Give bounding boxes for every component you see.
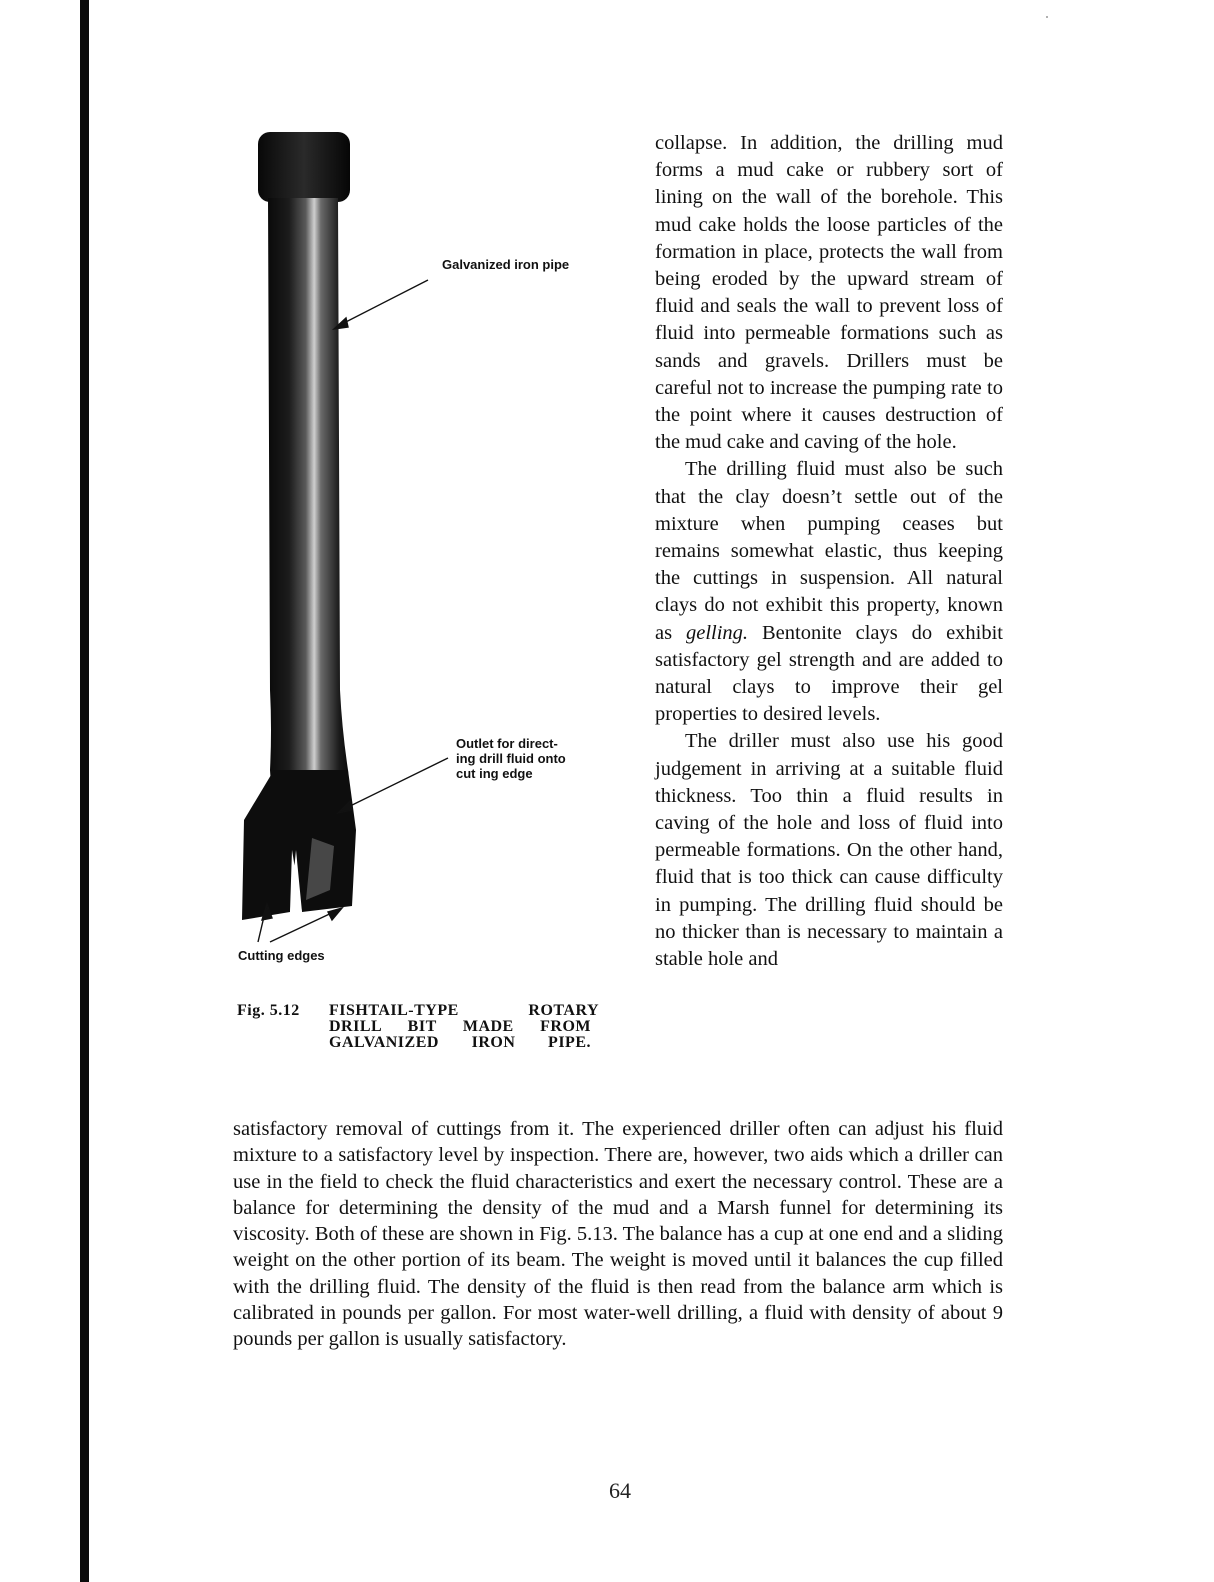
caption-line: FISHTAIL-TYPE ROTARY [329, 1002, 599, 1019]
caption-line: DRILL BIT MADE FROM [329, 1018, 591, 1035]
pipe-coupling [258, 132, 350, 202]
scan-binding-edge [80, 0, 89, 1582]
figure-number: Fig. 5.12 [237, 1002, 300, 1019]
caption-line: GALVANIZED IRON PIPE. [329, 1034, 591, 1051]
paragraph: The driller must also use his good judgement in arriving at a suitable fluid thickness. Too thin a fluid results in caving of the hole and loss of fluid into permeable formations. On the other hand, fluid that is too thick can cause difficulty in pumping. The drilling fluid should be no thicker than is necessary to maintain a stable hole and [655, 730, 1003, 971]
label-outlet-line: cut ing edge [456, 766, 533, 781]
figure-fishtail-bit [230, 130, 630, 990]
right-text-column [655, 130, 1003, 973]
page-number: 64 [609, 1478, 631, 1503]
paragraph: collapse. In addition, the drilling mud forms a mud cake or rubbery sort of lining on the wall of the borehole. This mud cake holds the loose particles of the formation in place, protects the wall from being eroded by the upward stream of fluid and seals the wall to prevent loss of fluid into permeable formations such as sands and gravels. Drillers must be careful not to increase the pumping rate to the point where it causes destruction of the mud cake and caving of the hole. [655, 132, 1003, 454]
paragraph-text: The drilling fluid must also be such that the clay doesn’t settle out of the mixture when pumping ceases but remains somewhat elastic, thus keeping the cuttings in suspension. All natural clays do not exhibit this property, known as [655, 458, 1003, 644]
term-gelling: gelling. [686, 621, 749, 644]
label-outlet-line: ing drill fluid onto [456, 751, 566, 766]
drill-bit-illustration [230, 130, 630, 990]
full-width-text: satisfactory removal of cuttings from it. The experienced driller often can adjust his fluid mixture to a satisfactory level by inspection. There are, however, two aids which a driller can use in the field to check the fluid characteristics and exert the necessary control. These are a balance for determining the density of the mud and a Marsh funnel for determining its viscosity. Both of these are shown in Fig. 5.13. The balance has a cup at one end and a sliding weight on the other portion of its beam. The weight is moved until it balances the cup filled with the drilling fluid. The density of the fluid is then read from the balance arm which is calibrated in pounds per gallon. For most water-well drilling, a fluid with density of about 9 pounds per gallon is usually satisfactory. [233, 1118, 1003, 1351]
pipe-body [268, 198, 352, 830]
paragraph [655, 456, 1003, 728]
label-outlet [456, 736, 566, 781]
label-galvanized-pipe: Galvanized iron pipe [442, 257, 570, 272]
paragraph-text: Bentonite clays do exhibit satisfactory gel strength and are added to natural clays to improve their gel properties to desired levels. [655, 621, 1004, 726]
label-outlet-line: Outlet for direct- [456, 736, 558, 751]
scan-speck [1046, 16, 1048, 18]
label-cutting-edges: Cutting edges [238, 948, 325, 963]
